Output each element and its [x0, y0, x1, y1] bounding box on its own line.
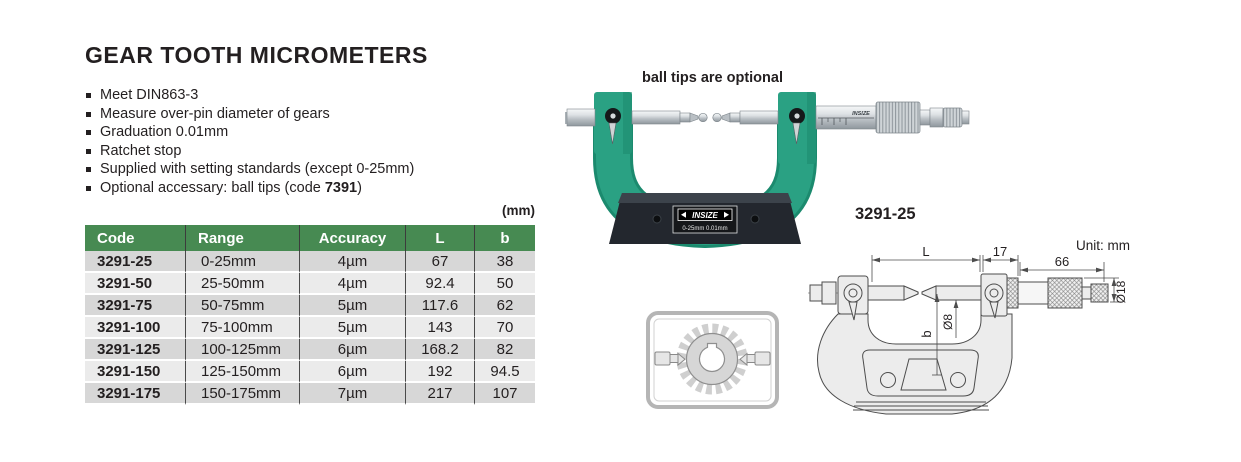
ball-tip-right	[713, 113, 721, 121]
spec-table-wrap	[85, 225, 535, 405]
feature-list	[85, 86, 555, 198]
base-brand-text: INSIZE	[692, 211, 718, 220]
cell-code: 3291-150	[85, 361, 185, 383]
cell-accuracy: 5µm	[299, 295, 405, 317]
cell-accuracy: 7µm	[299, 383, 405, 405]
cell-range: 50-75mm	[185, 295, 299, 317]
col-header-l: L	[405, 225, 474, 251]
feature-text: Optional accessary: ball tips (code 7391)	[100, 179, 362, 196]
ratchet-stop	[943, 108, 962, 127]
cell-range: 150-175mm	[185, 383, 299, 405]
bullet-square-icon	[86, 112, 91, 117]
feature-text: Measure over-pin diameter of gears	[100, 105, 330, 122]
technical-drawing	[806, 232, 1241, 432]
cell-range: 125-150mm	[185, 361, 299, 383]
product-photo	[565, 86, 985, 251]
bullet-square-icon	[86, 130, 91, 135]
feature-text: Graduation 0.01mm	[100, 124, 229, 141]
bullet-square-icon	[86, 167, 91, 172]
cell-accuracy: 5µm	[299, 317, 405, 339]
cell-b: 82	[474, 339, 535, 361]
cell-code: 3291-100	[85, 317, 185, 339]
cell-l: 168.2	[405, 339, 474, 361]
cell-b: 70	[474, 317, 535, 339]
feature-item	[85, 123, 555, 142]
sleeve-brand-text: INSIZE	[852, 111, 870, 117]
frame-base	[609, 193, 801, 244]
right-spindle	[713, 111, 778, 124]
table-row	[85, 273, 535, 295]
dim-label-d18: Ø18	[1114, 280, 1128, 304]
gear-measurement-inset	[645, 310, 780, 410]
cell-b: 50	[474, 273, 535, 295]
dim-label-d8: Ø8	[941, 313, 955, 331]
table-row	[85, 251, 535, 273]
feature-text: Meet DIN863-3	[100, 87, 199, 103]
drawing-unit-label: Unit: mm	[1076, 238, 1130, 253]
left-anvil	[565, 109, 707, 126]
col-header-code: Code	[85, 225, 185, 251]
gear-icon	[682, 329, 742, 389]
cell-l: 192	[405, 361, 474, 383]
cell-l: 217	[405, 383, 474, 405]
cell-l: 67	[405, 251, 474, 273]
feature-item	[85, 105, 555, 124]
col-header-b: b	[474, 225, 535, 251]
bullet-square-icon	[86, 93, 91, 98]
cell-range: 75-100mm	[185, 317, 299, 339]
cell-accuracy: 6µm	[299, 361, 405, 383]
cell-l: 143	[405, 317, 474, 339]
cell-code: 3291-50	[85, 273, 185, 295]
cell-b: 94.5	[474, 361, 535, 383]
cell-range: 100-125mm	[185, 339, 299, 361]
feature-item	[85, 179, 555, 198]
col-header-range: Range	[185, 225, 299, 251]
table-unit-note: (mm)	[502, 203, 535, 218]
cell-range: 0-25mm	[185, 251, 299, 273]
spec-table	[85, 225, 535, 405]
cell-accuracy: 4µm	[299, 251, 405, 273]
table-row	[85, 339, 535, 361]
feature-item	[85, 86, 555, 105]
photo-caption: ball tips are optional	[642, 70, 783, 86]
dim-label-17: 17	[992, 244, 1008, 259]
cell-accuracy: 6µm	[299, 339, 405, 361]
cell-b: 38	[474, 251, 535, 273]
cell-l: 117.6	[405, 295, 474, 317]
table-row	[85, 361, 535, 383]
table-row	[85, 295, 535, 317]
cell-b: 107	[474, 383, 535, 405]
cell-code: 3291-125	[85, 339, 185, 361]
col-header-accuracy: Accuracy	[299, 225, 405, 251]
bullet-square-icon	[86, 186, 91, 191]
table-row	[85, 383, 535, 405]
feature-item	[85, 160, 555, 179]
table-header-row	[85, 225, 535, 251]
micrometer-barrel	[816, 102, 969, 133]
base-marking-text: 0-25mm 0.01mm	[682, 226, 728, 232]
feature-text: Ratchet stop	[100, 142, 182, 159]
dim-label-b: b	[919, 330, 934, 338]
accessory-code: 7391	[324, 179, 358, 196]
cell-code: 3291-75	[85, 295, 185, 317]
cell-code: 3291-175	[85, 383, 185, 405]
model-number-label: 3291-25	[855, 205, 916, 223]
dim-label-L: L	[922, 244, 930, 259]
cell-range: 25-50mm	[185, 273, 299, 295]
cell-accuracy: 4µm	[299, 273, 405, 295]
ball-tip-left	[699, 113, 707, 121]
cell-code: 3291-25	[85, 251, 185, 273]
feature-item	[85, 142, 555, 161]
table-row	[85, 317, 535, 339]
drawing-frame	[808, 274, 1108, 414]
page-title: GEAR TOOTH MICROMETERS	[85, 42, 428, 68]
cell-b: 62	[474, 295, 535, 317]
dim-label-66: 66	[1054, 254, 1070, 269]
bullet-square-icon	[86, 149, 91, 154]
feature-text: Supplied with setting standards (except 0-25mm)	[100, 161, 415, 178]
cell-l: 92.4	[405, 273, 474, 295]
